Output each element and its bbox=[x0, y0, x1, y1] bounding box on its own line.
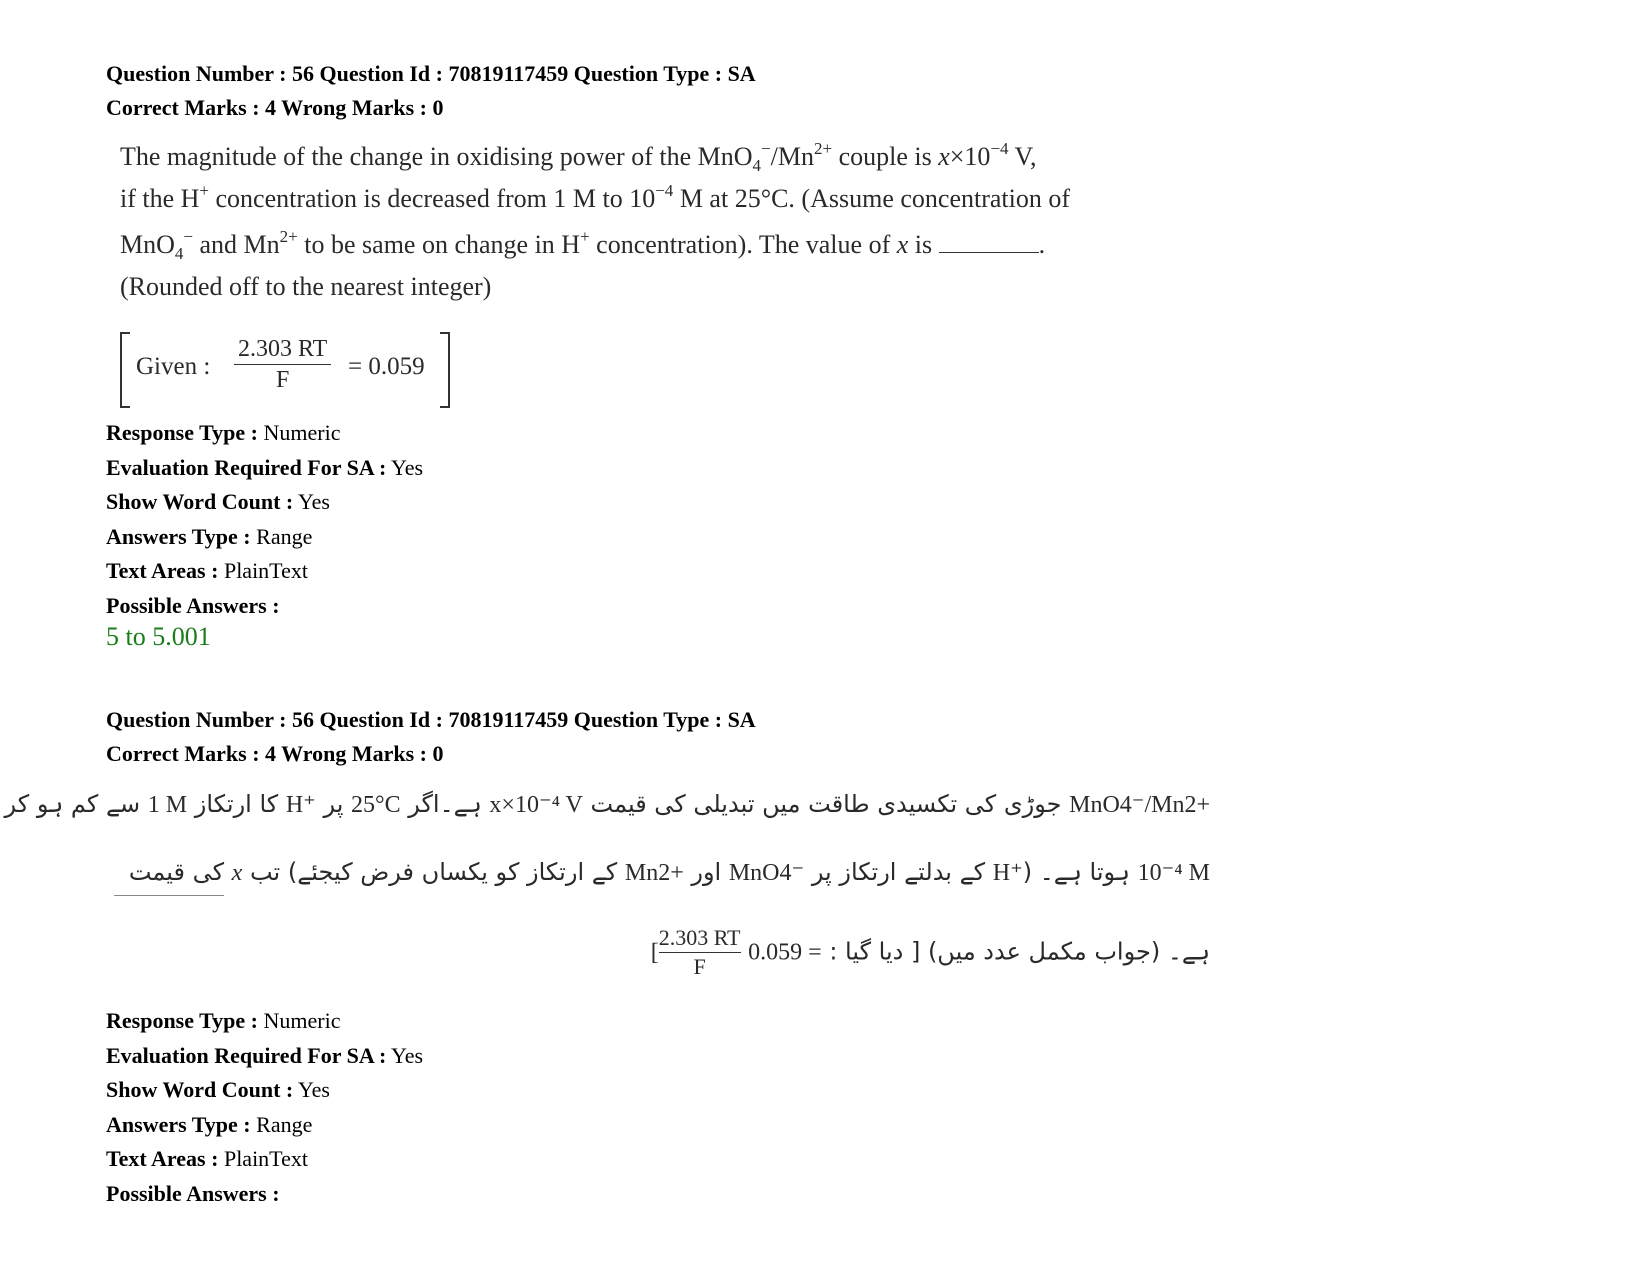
question-line-3: MnO$_4$− and $Mn^{2+}$ to be same on change in H+ concentration). The value of x is . bbox=[120, 227, 1046, 263]
urdu-line-2: 10⁻⁴ M ہوتا ہے۔ (H⁺ کے بدلتے ارتکاز پر MnO4⁻ اور Mn2+ کے ارتکاز کو یکساں فرض کیجئے) تب x کی قیمت bbox=[128, 858, 1210, 886]
meta-row: Show Word Count : Yes bbox=[106, 489, 330, 515]
meta-row: Answers Type : Range bbox=[106, 523, 313, 549]
answer-blank bbox=[939, 232, 1039, 253]
meta-row: Possible Answers : bbox=[106, 1180, 280, 1206]
fraction-denominator: F bbox=[275, 367, 290, 393]
meta-row: Evaluation Required For SA : Yes bbox=[106, 1042, 424, 1068]
meta-row: Answers Type : Range bbox=[106, 1111, 313, 1137]
meta-row: Text Areas : PlainText bbox=[106, 1146, 308, 1172]
left-bracket bbox=[120, 332, 130, 408]
urdu-line-1: MnO4⁻/Mn2+ جوڑی کی تکسیدی طاقت میں تبدیلی کی قیمت x×10⁻⁴ V ہے۔اگر 25°C پر H⁺ کا ارتکاز 1 M سے کم ہو کر bbox=[4, 790, 1210, 818]
meta-row: Response Type : Numeric bbox=[106, 1008, 341, 1033]
question-line-2: if the H+ concentration is decreased from 1 M to $10^{-4}$ M at 25°C. (Assume concentration of bbox=[120, 181, 1071, 213]
marks-header: Correct Marks : 4 Wrong Marks : 0 bbox=[106, 741, 444, 766]
fraction-denominator: F bbox=[693, 954, 706, 979]
given-label: Given : bbox=[136, 353, 211, 380]
meta-row: Evaluation Required For SA : Yes bbox=[106, 454, 424, 480]
meta-list bbox=[106, 1004, 806, 1212]
meta-row: Text Areas : PlainText bbox=[106, 558, 308, 584]
question-line-4: (Rounded off to the nearest integer) bbox=[120, 272, 492, 301]
given-value: = 0.059 bbox=[348, 353, 425, 380]
right-bracket bbox=[440, 332, 450, 408]
fraction-numerator: 2.303 RT bbox=[234, 334, 331, 365]
given-formula bbox=[120, 332, 450, 406]
meta-list bbox=[106, 416, 806, 624]
urdu-fraction bbox=[659, 924, 741, 981]
urdu-line-3: ہے۔ (جواب مکمل عدد میں) [ دیا گیا : 0.059 = $\frac{2.303 RT}{F}$ [ bbox=[650, 925, 1210, 979]
fraction-numerator: 2.303 RT bbox=[659, 924, 741, 953]
answer-blank bbox=[114, 895, 224, 896]
question-header: Question Number : 56 Question Id : 70819117459 Question Type : SA bbox=[106, 707, 756, 732]
marks-header: Correct Marks : 4 Wrong Marks : 0 bbox=[106, 95, 444, 120]
given-fraction bbox=[234, 334, 331, 395]
meta-row: Response Type : Numeric bbox=[106, 420, 341, 445]
meta-row: Show Word Count : Yes bbox=[106, 1077, 330, 1103]
question-line-1: The magnitude of the change in oxidising power of the $MnO_4^-/Mn^{2+}$ couple is $x\times 10^{-4}$ V, bbox=[120, 139, 1037, 175]
possible-answer: 5 to 5.001 bbox=[106, 622, 211, 651]
question-header: Question Number : 56 Question Id : 70819117459 Question Type : SA bbox=[106, 61, 756, 86]
meta-row: Possible Answers : bbox=[106, 592, 280, 618]
